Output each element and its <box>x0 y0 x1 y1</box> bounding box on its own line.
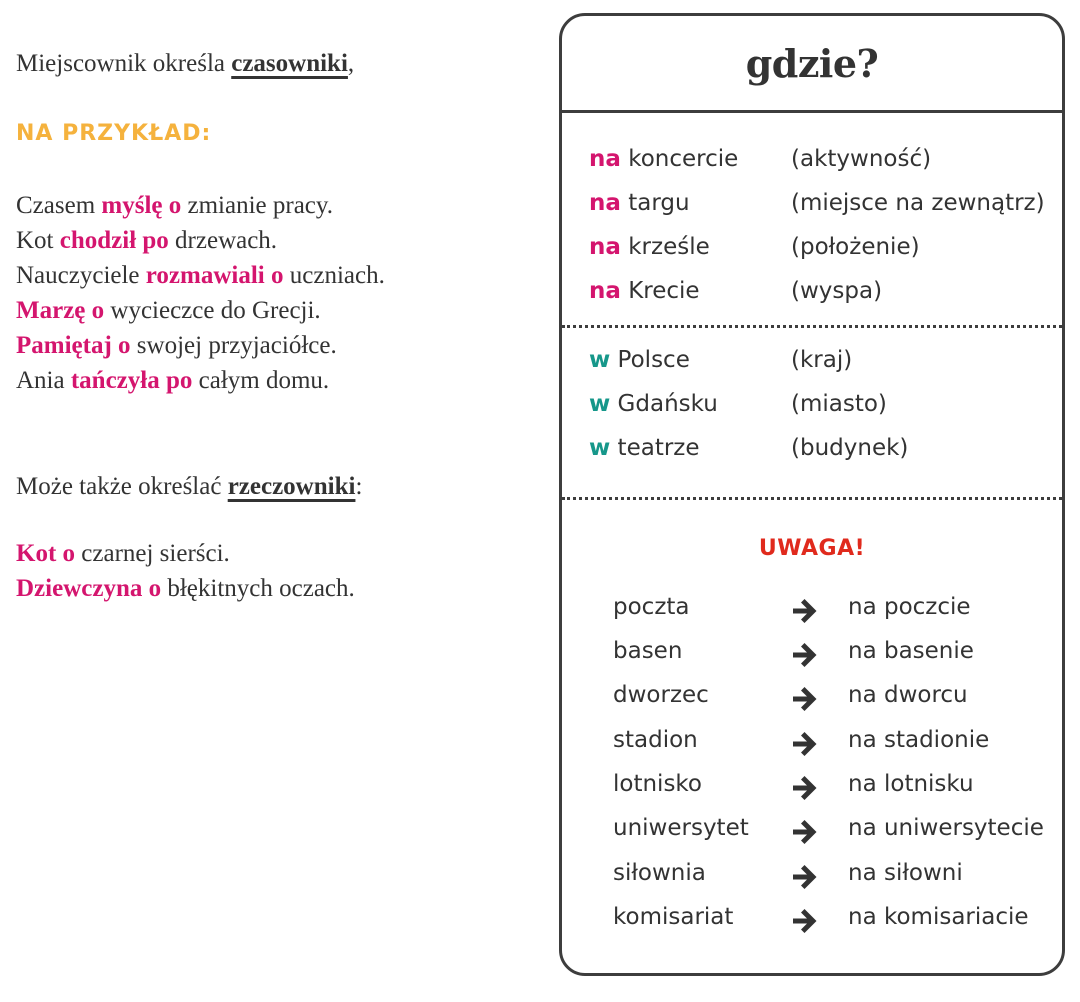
w-row <box>589 391 887 417</box>
example-pre: Czasem <box>16 192 102 219</box>
example-post: błękitnych oczach. <box>161 575 355 602</box>
locative-form: na stadionie <box>848 727 990 753</box>
example-post: swojej przyjaciółce. <box>130 332 337 359</box>
place-category: (budynek) <box>791 435 909 461</box>
example-pre: Nauczyciele <box>16 262 146 289</box>
locative-form: na siłowni <box>848 860 963 886</box>
locative-form: na dworcu <box>848 682 968 708</box>
example-highlight: chodził po <box>59 227 169 254</box>
locative-form: na poczcie <box>848 594 971 620</box>
place-category: (aktywność) <box>791 146 932 172</box>
example-post: uczniach. <box>283 262 385 289</box>
example-highlight: Marzę o <box>16 297 105 324</box>
base-form: poczta <box>613 594 690 620</box>
verb-example <box>16 332 337 360</box>
example-highlight: Kot o <box>16 540 76 567</box>
transform-row <box>613 771 974 801</box>
base-form: stadion <box>613 727 698 753</box>
locative-form: na basenie <box>848 638 974 664</box>
verb-example <box>16 367 329 395</box>
base-form: lotnisko <box>613 771 703 797</box>
locative-form: na uniwersytecie <box>848 815 1044 841</box>
noun-example <box>16 540 230 568</box>
example-label: NA PRZYKŁAD: <box>16 121 212 146</box>
place-word: Gdańsku <box>610 391 718 417</box>
transform-row <box>613 727 990 757</box>
preposition-na: na <box>589 234 621 260</box>
intro-sentence <box>16 50 354 78</box>
transform-row <box>613 638 974 668</box>
transform-row <box>613 904 1029 934</box>
intro-suffix: , <box>347 50 355 77</box>
base-form: komisariat <box>613 904 734 930</box>
preposition-w: w <box>589 435 611 461</box>
place-category: (kraj) <box>791 347 853 373</box>
base-form: dworzec <box>613 682 709 708</box>
base-form: basen <box>613 638 683 664</box>
w-row <box>589 347 853 373</box>
transform-row <box>613 860 963 890</box>
noun-intro-sentence <box>16 473 362 501</box>
locative-form: na komisariacie <box>848 904 1029 930</box>
na-row <box>589 278 883 304</box>
intro-text: Miejscownik określa <box>16 50 232 77</box>
place-word: koncercie <box>620 146 739 172</box>
transform-row <box>613 682 968 712</box>
preposition-na: na <box>589 190 621 216</box>
na-row <box>589 234 920 260</box>
arrow-right-icon <box>791 819 819 845</box>
arrow-right-icon <box>791 864 819 890</box>
noun-example <box>16 575 355 603</box>
example-pre: Kot <box>16 227 60 254</box>
example-highlight: Pamiętaj o <box>16 332 131 359</box>
place-word: Krecie <box>620 278 700 304</box>
preposition-w: w <box>589 347 611 373</box>
noun-intro-emphasis-rzeczowniki: rzeczowniki <box>227 473 356 500</box>
na-row <box>589 190 1045 216</box>
place-category: (miejsce na zewnątrz) <box>791 190 1045 216</box>
locative-form: na lotnisku <box>848 771 974 797</box>
arrow-right-icon <box>791 908 819 934</box>
arrow-right-icon <box>791 686 819 712</box>
example-post: zmianie pracy. <box>181 192 334 219</box>
verb-example <box>16 227 277 255</box>
gdzie-card <box>559 13 1065 976</box>
card-header <box>562 16 1062 113</box>
card-title: gdzie? <box>745 40 879 86</box>
example-post: drzewach. <box>168 227 278 254</box>
verb-example <box>16 192 333 220</box>
base-form: siłownia <box>613 860 706 886</box>
transform-row <box>613 815 1044 845</box>
preposition-w: w <box>589 391 611 417</box>
place-word: Polsce <box>610 347 690 373</box>
dotted-divider <box>562 497 1062 500</box>
warning-title: UWAGA! <box>758 536 866 561</box>
noun-intro-text: Może także określać <box>16 473 228 500</box>
example-post: wycieczce do Grecji. <box>104 297 321 324</box>
example-post: czarnej sierści. <box>75 540 230 567</box>
arrow-right-icon <box>791 642 819 668</box>
example-pre: Ania <box>16 367 71 394</box>
noun-intro-suffix: : <box>355 473 363 500</box>
transform-row <box>613 594 971 624</box>
example-highlight: myślę o <box>101 192 182 219</box>
dotted-divider <box>562 325 1062 328</box>
place-word: targu <box>620 190 690 216</box>
intro-emphasis-czasowniki: czasowniki <box>231 50 348 77</box>
verb-example <box>16 297 321 325</box>
na-row <box>589 146 932 172</box>
verb-example <box>16 262 385 290</box>
place-category: (wyspa) <box>791 278 883 304</box>
place-category: (położenie) <box>791 234 920 260</box>
example-post: całym domu. <box>192 367 330 394</box>
base-form: uniwersytet <box>613 815 749 841</box>
w-row <box>589 435 909 461</box>
place-category: (miasto) <box>791 391 887 417</box>
arrow-right-icon <box>791 775 819 801</box>
arrow-right-icon <box>791 598 819 624</box>
preposition-na: na <box>589 278 621 304</box>
preposition-na: na <box>589 146 621 172</box>
example-highlight: tańczyła po <box>70 367 193 394</box>
arrow-right-icon <box>791 731 819 757</box>
example-highlight: rozmawiali o <box>145 262 284 289</box>
place-word: krześle <box>620 234 710 260</box>
place-word: teatrze <box>610 435 700 461</box>
example-highlight: Dziewczyna o <box>16 575 162 602</box>
